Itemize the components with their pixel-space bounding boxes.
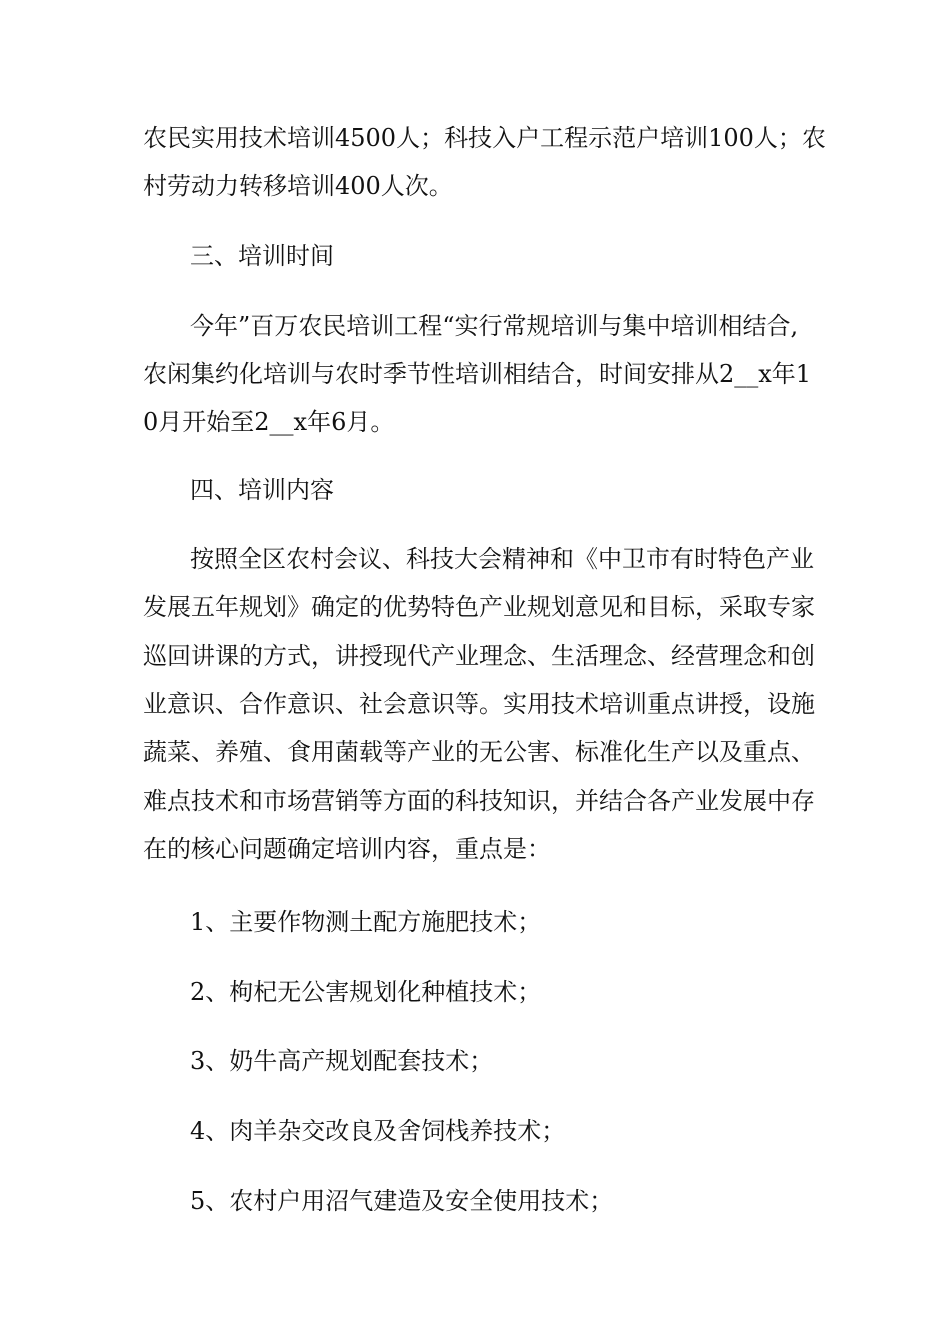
list-item: 3、奶牛高产规划配套技术； (190, 1047, 494, 1075)
paragraph-line: 农闲集约化培训与农时季节性培训相结合，时间安排从2__x年1 (143, 360, 812, 388)
list-item: 5、农村户用沼气建造及安全使用技术； (190, 1187, 614, 1215)
paragraph-line: 难点技术和市场营销等方面的科技知识，并结合各产业发展中存 (143, 787, 815, 815)
paragraph-line: 发展五年规划》确定的优势特色产业规划意见和目标，采取专家 (143, 593, 815, 621)
list-item: 1、主要作物测土配方施肥技术； (190, 908, 542, 936)
section-heading-training-content: 四、培训内容 (190, 476, 334, 504)
paragraph-line: 业意识、合作意识、社会意识等。实用技术培训重点讲授，设施 (143, 690, 815, 718)
paragraph-line: 巡回讲课的方式，讲授现代产业理念、生活理念、经营理念和创 (143, 642, 815, 670)
paragraph-line: 农民实用技术培训4500人；科技入户工程示范户培训100人；农 (143, 124, 826, 152)
paragraph-line: 今年”百万农民培训工程“实行常规培训与集中培训相结合, (190, 312, 799, 340)
section-heading-training-time: 三、培训时间 (190, 242, 334, 270)
list-item: 2、枸杞无公害规划化种植技术； (190, 978, 542, 1006)
paragraph-line: 村劳动力转移培训400人次。 (143, 172, 453, 200)
list-item: 4、肉羊杂交改良及舍饲栈养技术； (190, 1117, 566, 1145)
paragraph-line: 0月开始至2__x年6月。 (143, 408, 395, 436)
paragraph-line: 按照全区农村会议、科技大会精神和《中卫市有时特色产业 (190, 545, 814, 573)
paragraph-line: 蔬菜、养殖、食用菌载等产业的无公害、标准化生产以及重点、 (143, 738, 815, 766)
paragraph-line: 在的核心问题确定培训内容，重点是： (143, 835, 551, 863)
